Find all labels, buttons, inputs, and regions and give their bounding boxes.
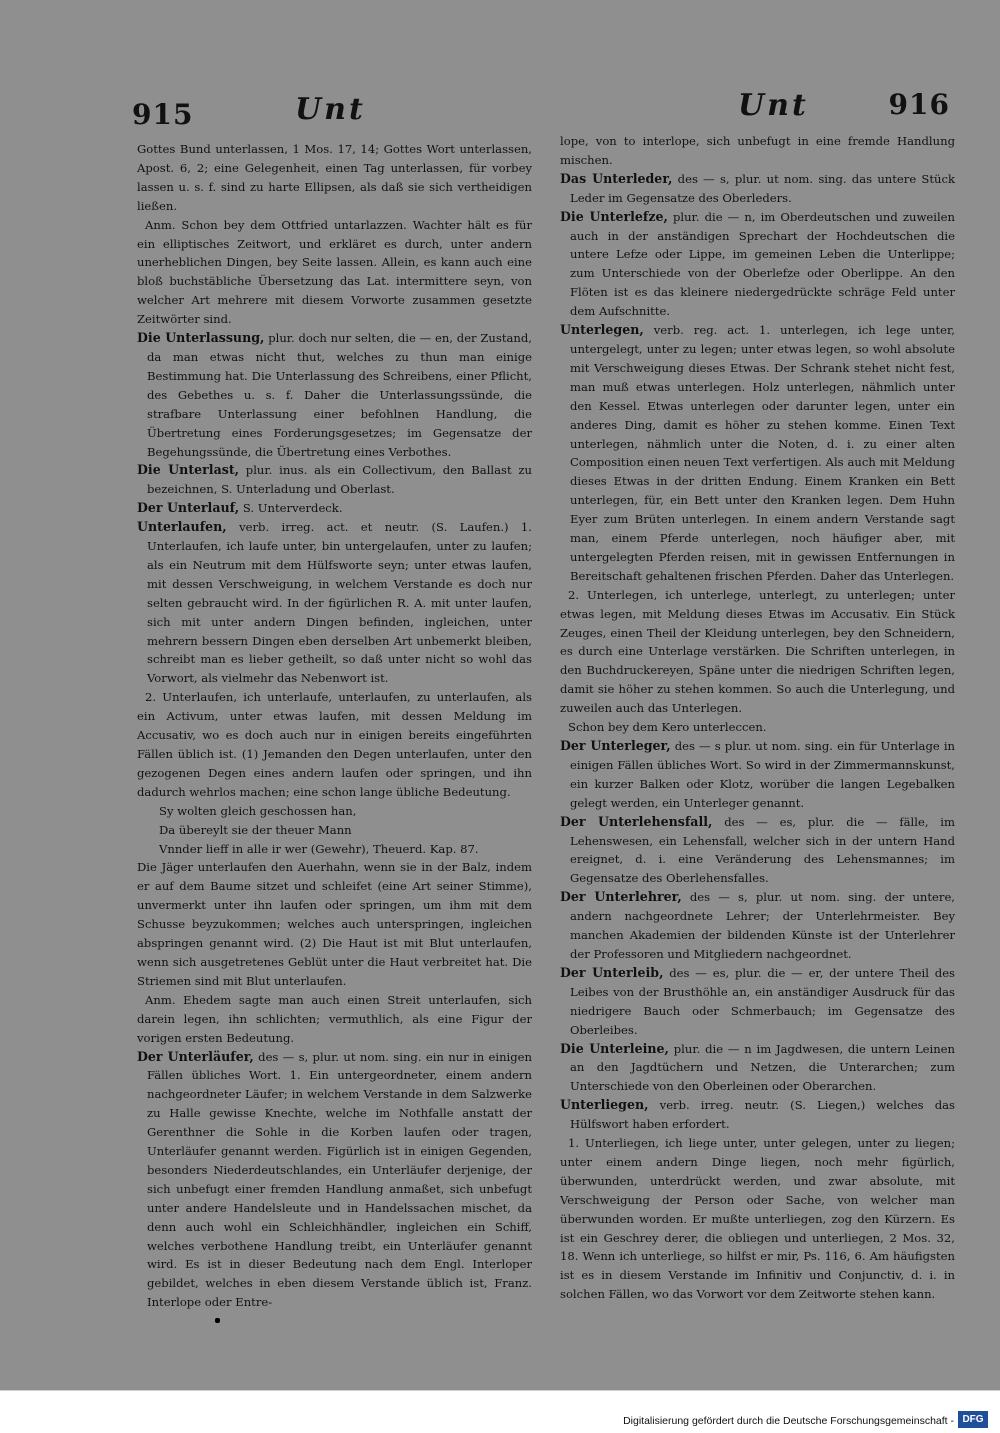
entry-headword: Der Unterleger,: [560, 738, 671, 753]
entry-paragraph: Schon bey dem Kero unterleccen.: [568, 720, 767, 735]
entry-paragraph: 2. Unterlegen, ich unterlege, unterlegt, zu unterlegen; unter etwas legen, mit Meldung dieses Etwas im Accusativ. Ein Stück Zeuges, einen Theil der Kleidung unterlegen, bey den Schneidern, es durch eine Unterlage verstärken. Die Schriften unterlegen, in den Buchdruckereyen, Späne unter die niedrigen Schriften legen, damit sie höher zu stehen kommen. So auch die Unterlegung, und zuweilen auch das Unterlegen.: [560, 587, 955, 716]
entry-text: des — s, plur. ut nom. sing. das untere Stück Leder im Gegensatze des Oberleders.: [570, 171, 955, 205]
entry-headword: Der Unterlauf,: [137, 500, 240, 516]
entry-headword: Der Unterlehrer,: [560, 889, 682, 905]
entry-headword: Der Unterläufer,: [137, 1048, 254, 1064]
dictionary-entry: [560, 813, 955, 889]
right-catchword: Unt: [738, 88, 809, 123]
dictionary-entry: [560, 1040, 955, 1097]
entry-headword: Der Unterlehensfall,: [560, 813, 713, 829]
entry-text: S. Unterverdeck.: [239, 501, 343, 516]
entry-text: verb. irreg. neutr. (S. Liegen,) welches das Hülfswort haben erfordert.: [570, 1098, 955, 1132]
page-header: [110, 88, 950, 138]
entry-paragraph: 2. Unterlaufen, ich unterlaufe, unterlaufen, zu unterlaufen, als ein Activum, unter etwas laufen, mit dessen Meldung im Accusativ, wo es doch auch nur in einigen bereits eingeführten Fällen üblich ist. (1) Jemanden den Degen unterlaufen, unter den gezogenen Degen eines andern laufen oder springen, und ihn dadurch wehrlos machen; eine schon lange übliche Bedeutung.: [137, 690, 532, 799]
continued-text: Die Jäger unterlaufen den Auerhahn, wenn sie in der Balz, indem er auf dem Baume sitzet und schleifet (eine Art seiner Stimme), unvermerkt unter ihn laufen oder springen, um ihm mit dem Schusse beyzukommen; welches auch unterspringen, ingleichen abspringen genannt wird. (2) Die Haut ist mit Blut unterlaufen, wenn sich ausgetretenes Geblüt unter die Haut verbreitet hat. Die Striemen sind mit Blut unterlaufen.: [137, 860, 532, 988]
entry-text: plur. inus. als ein Collectivum, den Ballast zu bezeichnen, S. Unterladung und Oberlast.: [147, 463, 532, 497]
entry-headword: Unterlegen,: [560, 322, 644, 338]
entry-headword: Der Unterleib,: [560, 964, 664, 980]
dictionary-entry: [560, 888, 955, 964]
entry-headword: Die Unterlast,: [137, 462, 240, 478]
entry-text: des — es, plur. die — fälle, im Lehenswesen, ein Lehensfall, welcher sich in der untern Hand ereignet, d. i. eine Veränderung des Lehensmannes; im Gegensatze des Oberlehensfalles.: [570, 814, 955, 886]
continued-text: Gottes Bund unterlassen, 1 Mos. 17, 14; Gottes Wort unterlassen, Apost. 6, 2; eine Gelegenheit, einen Tag unterlassen, für vorbey lassen u. s. f. sind zu harte Ellipsen, als daß sie sich vertheidigen ließen.: [137, 142, 532, 213]
entry-headword: Unterlaufen,: [137, 519, 227, 535]
left-column: [137, 140, 532, 1312]
entry-paragraph: Anm. Ehedem sagte man auch einen Streit unterlaufen, sich darein legen, ihn schlichten; vermuthlich, als eine Figur der vorigen ersten Bedeutung.: [137, 992, 532, 1045]
funding-notice: Digitalisierung gefördert durch die Deutsche Forschungsgemeinschaft -: [623, 1415, 954, 1427]
entry-paragraph: 1. Unterliegen, ich liege unter, unter gelegen, unter zu liegen; unter einem andern Dinge liegen, noch mehr figürlich, überwunden, unterdrückt werden, und zwar absolute, mit Verschweigung der Person oder Sache, von welcher man überwunden worden. Er mußte unterliegen, zog den Kürzern. Es ist ein Geschrey derer, die obliegen und unterliegen, 2 Mos. 32, 18. Wenn ich unterliege, so hilfst er mir, Ps. 116, 6. Am häufigsten ist es in diesem Verstande im Infinitiv und Conjunctiv, d. i. in solchen Fällen, wo das Vorwort vor dem Zeitworte stehen kann.: [560, 1136, 955, 1302]
entry-text: verb. reg. act. 1. unterlegen, ich lege unter, untergelegt, unter zu legen; unter etwas legen, so wohl absolute mit Verschweigung dieses Etwas. Der Schrank stehet nicht fest, man muß etwas unterlegen. Holz unterlegen, nähmlich unter den Kessel. Etwas unterlegen oder darunter legen, unter ein anderes Ding, damit es höher zu stehen komme. Einen Text unterlegen, nähmlich unter die Noten, d. i. zu einer alten Composition einen neuen Text verfertigen. Als auch mit Meldung dieses Etwas in der dritten Endung. Einem Kranken ein Bett unterlegen, für, ein Bett unter den Kranken legen. Dem Huhn Eyer zum Brüten unterlegen. In einem andern Verstande sagt man, einem Pferde unterlegen, noch häufiger aber, mit untergelegten Pferden reisen, mit in gewissen Entfernungen in Bereitschaft gehaltenen frischen Pferden. Daher das Unterlegen.: [570, 323, 955, 583]
entry-text: plur. doch nur selten, die — en, der Zustand, da man etwas nicht thut, welches zu thun man einige Bestimmung hat. Die Unterlassung des Schreibens, einer Pflicht, des Gebethes u. s. f. Daher die Unterlassungssünde, die strafbare Unterlassung einer befohlnen Handlung, die Übertretung eines Forderungsgesetzes; im Gegensatze der Begehungssünde, die Übertretung eines Verbothes.: [147, 331, 532, 459]
entry-text: des — es, plur. die — er, der untere Theil des Leibes von der Brusthöhle an, ein anständiger Ausdruck für das niedrigere Bauch oder Schmerbauch; im Gegensatze des Oberleibes.: [570, 965, 955, 1037]
verse-line: Vnnder lieff in alle ir wer (Gewehr), Theuerd. Kap. 87.: [159, 841, 479, 856]
ink-speck: [215, 1318, 220, 1323]
entry-text: des — s, plur. ut nom. sing. ein nur in einigen Fällen übliches Wort. 1. Ein untergeordneter, einem andern nachgeordneter Läufer; in welchem Verstande in dem Salzwerke zu Halle gewisse Knechte, welche im Nothfalle anstatt der Gerenthner die Sohle in die Korben laufen oder tragen, Unterläufer genannt werden. Figürlich ist in einigen Gegenden, besonders Niederdeutschlandes, ein Unterläufer derjenige, der sich unbefugt einer fremden Handlung anmaßet, sich unbefugt unter andere Handelsleute und in Handelssachen mischet, da denn auch wohl ein Schleichhändler, ingleichen ein Schiff, welches verbothene Handlung treibt, ein Unterläufer genannt wird. Es ist in dieser Bedeutung nach dem Engl. Interloper gebildet, welches in eben diesem Verstande üblich ist, Franz. Interlope oder Entre-: [147, 1049, 532, 1310]
continued-text: lope, von to interlope, sich unbefugt in eine fremde Handlung mischen.: [560, 134, 955, 167]
verse-line: Da übereylt sie der theuer Mann: [159, 822, 352, 837]
dictionary-entry: [137, 518, 532, 688]
entry-text: des — s plur. ut nom. sing. ein für Unterlage in einigen Fällen übliches Wort. So wird in der Zimmermannskunst, ein kurzer Balken oder Klotz, worüber die langen Legebalken gelegt werden, ein Unterleger genannt.: [570, 739, 956, 810]
dictionary-entry: [560, 321, 955, 586]
right-page-number: 916: [888, 88, 950, 121]
dictionary-entry: [560, 208, 955, 321]
dictionary-entry: [560, 964, 955, 1040]
verse-quote: [137, 802, 532, 859]
dictionary-entry: [137, 1048, 532, 1313]
entry-paragraph: Anm. Schon bey dem Ottfried untarlazzen. Wachter hält es für ein elliptisches Zeitwort, und erkläret es durch, unter andern unerheblichen Dingen, bey Seite lassen. Allein, es kann auch eine bloß buchstäbliche Übersetzung das Lat. intermittere seyn, von welcher Art mehrere mit diesem Vorworte zusammen gesetzte Zeitwörter sind.: [137, 217, 532, 327]
entry-text: verb. irreg. act. et neutr. (S. Laufen.) 1. Unterlaufen, ich laufe unter, bin untergelaufen, unter zu laufen; als ein Neutrum mit dem Hülfsworte seyn; unter etwas laufen, mit dessen Verschweigung, in welchem Verstande es doch nur selten gebraucht wird. In der figürlichen R. A. mit unter laufen, sich mit unter andern Dingen befinden, ingleichen, unter mehrern bessern Dingen eben derselben Art unbemerkt bleiben, schreibt man es lieber getheilt, so daß unter nicht so wohl das Vorwort, als vielmehr das Nebenwort ist.: [147, 520, 532, 686]
dictionary-entry: [560, 737, 955, 813]
entry-headword: Die Unterleine,: [560, 1040, 669, 1056]
dictionary-entry: [137, 461, 532, 499]
verse-line: Sy wolten gleich geschossen han,: [159, 803, 357, 818]
dictionary-entry: [560, 1096, 955, 1134]
entry-headword: Unterliegen,: [560, 1097, 649, 1113]
left-page-number: 915: [132, 98, 194, 131]
right-column: [560, 132, 955, 1304]
entry-text: plur. die — n, im Oberdeutschen und zuweilen auch in der anständigen Sprechart der Hochdeutschen die untere Lefze oder Lippe, im gemeinen Leben die Unterlippe; zum Unterschiede von der Oberlefze oder Oberlippe. An den Flöten ist es das kleinere niedergedrückte schräge Feld unter dem Aufschnitte.: [570, 209, 955, 319]
entry-text: des — s, plur. ut nom. sing. der untere, andern nachgeordnete Lehrer; der Unterlehrmeister. Bey manchen Akademien der bildenden Künste ist der Unterlehrer der Professoren und Mitgliedern nachgeordnet.: [570, 890, 955, 961]
footer-bar: [0, 1390, 1000, 1433]
entry-headword: Die Unterlassung,: [137, 330, 265, 346]
dfg-logo: DFG: [958, 1411, 988, 1428]
dictionary-entry: [137, 329, 532, 461]
dictionary-entry: [137, 499, 532, 518]
entry-text: plur. die — n im Jagdwesen, die untern Leinen an den Jagdtüchern und Netzen, die Unterarchen; zum Unterschiede von den Oberleinen oder Oberarchen.: [570, 1041, 956, 1094]
dictionary-entry: [560, 170, 955, 208]
left-catchword: Unt: [295, 92, 366, 127]
entry-headword: Das Unterleder,: [560, 170, 673, 186]
entry-headword: Die Unterlefze,: [560, 208, 668, 224]
